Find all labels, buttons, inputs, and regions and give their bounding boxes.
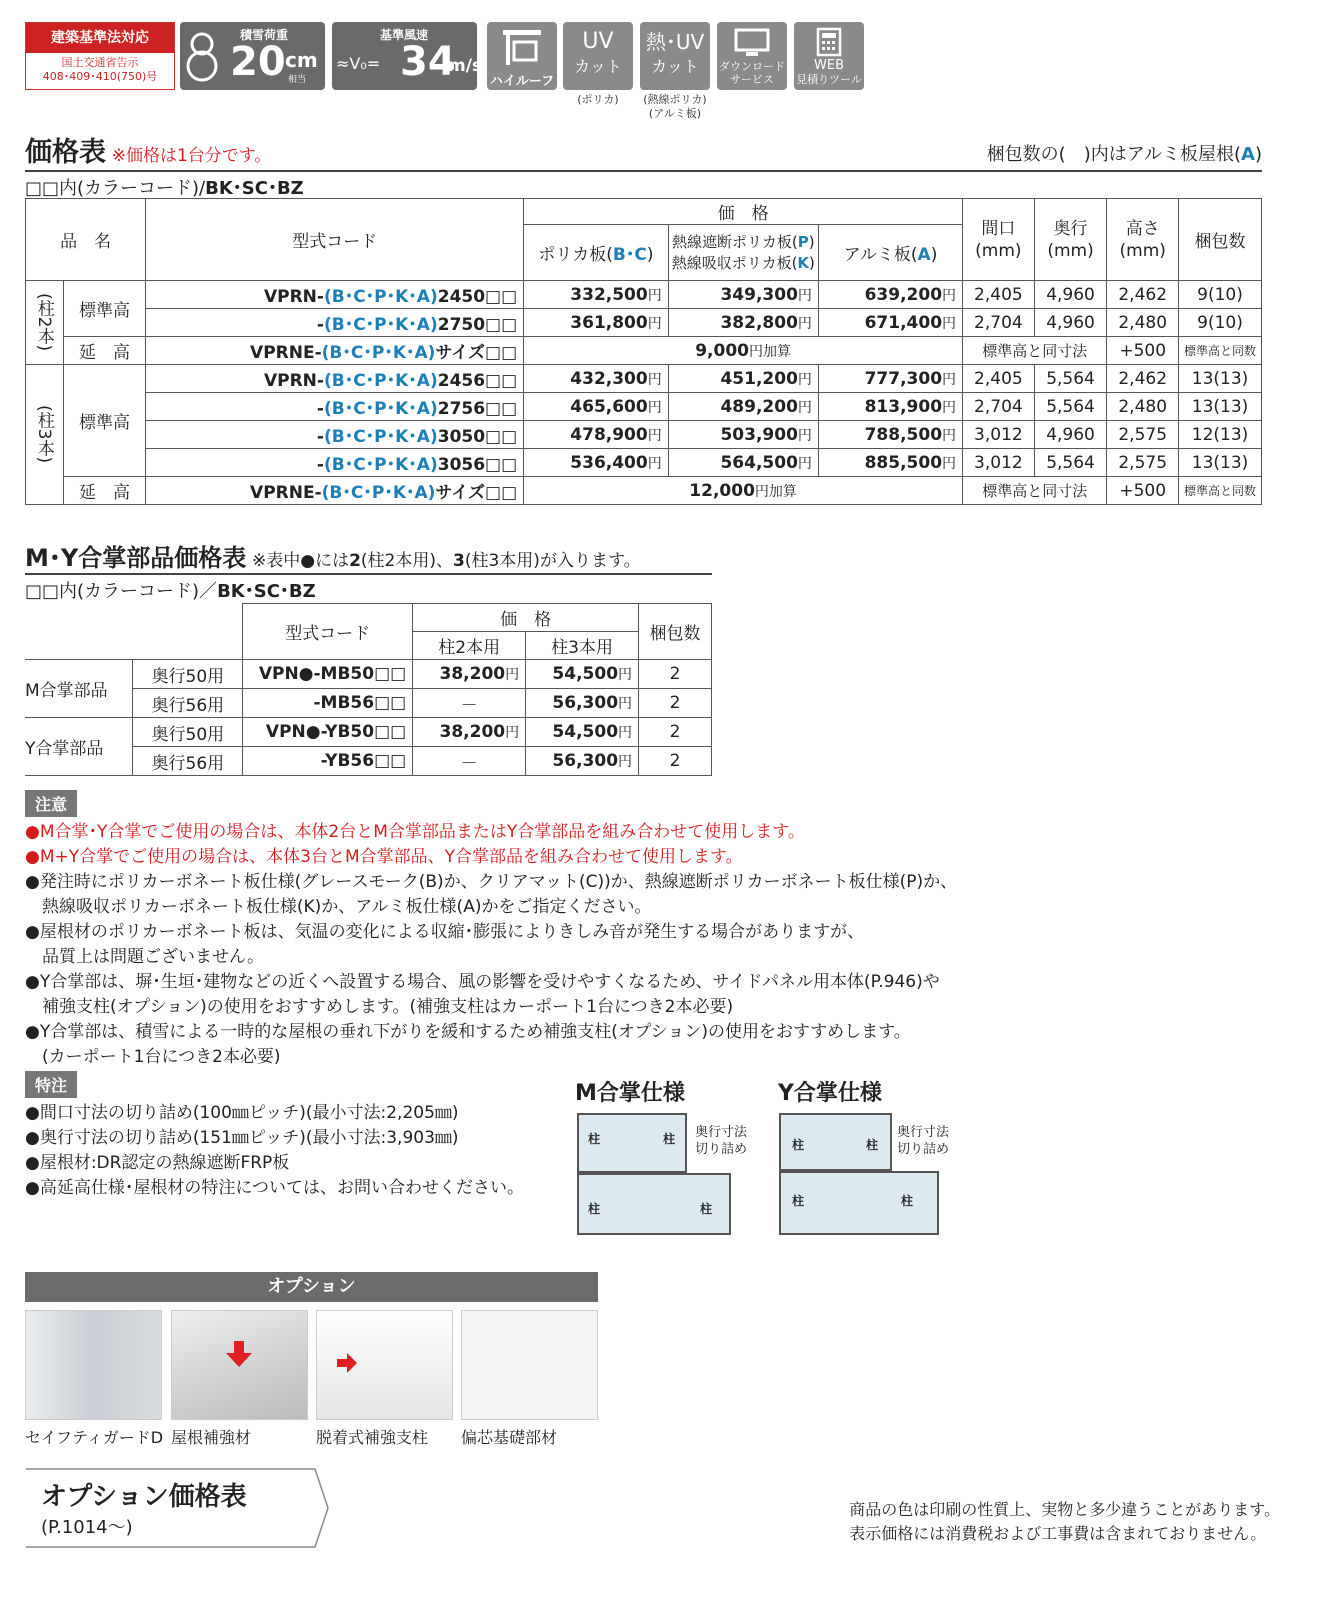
my-color-code: □□内(カラーコード)／BK･SC･BZ [25,581,316,602]
depth-value: 5,564 [1034,393,1107,421]
y-cut-note: 奥行寸法 切り詰め [897,1125,950,1157]
ext-add-price: 12,000円加算 [524,477,963,505]
heat-uv-cut-badge [640,22,710,90]
table-row [26,421,1262,449]
header-alumi: アルミ板(A) [818,225,962,281]
height-value: +500 [1107,477,1179,505]
red-arrow-icon [317,1311,454,1421]
my-note: ※表中●には2(柱2本用)、3(柱3本用)が入ります。 [252,551,641,571]
price-three: 54,500円 [526,660,639,689]
uv-cut-badge [563,22,633,90]
law-badge-title: 建築基準法対応 [26,23,174,53]
header-polica: ポリカ板(B･C) [524,225,669,281]
caution-tag: 注意 [25,790,77,817]
pack-value: 標準高と同数 [1179,477,1262,505]
table-row [26,337,1262,365]
price-heat: 489,200円 [668,393,818,421]
pack-value: 2 [639,747,712,776]
model-code: -(B･C･P･K･A)3050□□ [146,421,524,449]
header-price: 価 格 [524,199,963,225]
option-price-title: オプション価格表 [41,1482,247,1512]
option-price-page: (P.1014～) [41,1517,133,1538]
snow-load-label: 積雪荷重 [240,28,289,42]
special-line: ●奥行寸法の切り詰め(151㎜ピッチ)(最小寸法:3,903㎜) [25,1128,459,1148]
price-polica: 332,500円 [524,281,669,309]
group-two-pillars: (柱2本) [26,281,64,365]
header-width: 間口 (mm) [963,199,1035,281]
header-height: 高さ (mm) [1107,199,1179,281]
law-badge-sub1: 国土交通省告示 [61,56,139,69]
price-alumi: 777,300円 [818,365,962,393]
price-two: － [413,747,526,776]
ext-height-label: 延 高 [63,337,146,365]
pillar-label: 柱 [588,1132,601,1146]
wind-speed-badge [332,22,483,90]
eccentric-foundation-photo [461,1310,598,1420]
std-height-label: 標準高 [63,281,146,337]
table-row [26,281,1262,309]
uv-sub-label: (ポリカ) [577,93,619,106]
pillar-label: 柱 [700,1202,713,1216]
special-line: ●間口寸法の切り詰め(100㎜ピッチ)(最小寸法:2,205㎜) [25,1103,459,1123]
caution-line: 熱線吸収ポリカーボネート板仕様(K)か、アルミ板仕様(A)かをご指定ください。 [25,897,652,917]
wind-speed-label: 基準風速 [380,28,429,42]
price-three: 56,300円 [526,689,639,718]
price-heat: 564,500円 [668,449,818,477]
ext-height-label: 延 高 [63,477,146,505]
caution-line: (カーポート1台につき2本必要) [25,1047,281,1067]
calculator-icon [816,27,842,57]
depth-label: 奥行50用 [133,718,243,747]
red-arrow-icon [172,1311,309,1421]
depth-label: 奥行56用 [133,747,243,776]
footer-note: 表示価格には消費税および工事費は含まれておりません。 [849,1524,1267,1543]
depth-value: 4,960 [1034,309,1107,337]
download-service-label: ダウンロード サービス [719,60,785,86]
model-code: -(B･C･P･K･A)2750□□ [146,309,524,337]
table-row [26,365,1262,393]
footer-note: 商品の色は印刷の性質上、実物と多少違うことがあります。 [849,1500,1280,1519]
price-alumi: 639,200円 [818,281,962,309]
height-value: 2,575 [1107,449,1179,477]
std-height-label: 標準高 [63,365,146,477]
web-label: WEB [814,58,844,73]
option-caption: 屋根補強材 [171,1428,252,1447]
price-table [25,198,1262,505]
depth-value: 5,564 [1034,365,1107,393]
my-header-three: 柱3本用 [526,632,639,660]
my-code: -MB56□□ [243,689,413,718]
price-divider [25,170,1262,172]
header-code: 型式コード [146,199,524,281]
same-dimension: 標準高と同寸法 [963,337,1107,365]
height-value: 2,462 [1107,281,1179,309]
price-three: 54,500円 [526,718,639,747]
pack-value: 2 [639,689,712,718]
my-header-blank [25,604,243,660]
price-two: － [413,689,526,718]
price-polica: 536,400円 [524,449,669,477]
heat-uv-cut-label: カット [651,57,699,76]
price-polica: 361,800円 [524,309,669,337]
snow-load-value: 20 [230,39,286,85]
model-code: VPRNE-(B･C･P･K･A)サイズ□□ [146,477,524,505]
price-alumi: 813,900円 [818,393,962,421]
width-value: 2,405 [963,281,1035,309]
caution-notes [25,820,1025,1070]
uv-label: UV [582,29,614,54]
ext-add-price: 9,000円加算 [524,337,963,365]
width-value: 3,012 [963,449,1035,477]
heat-uv-sub2: (アルミ板) [648,107,702,120]
table-row [25,718,712,747]
table-row [26,477,1262,505]
color-code-value: BK･SC･BZ [205,178,304,199]
web-estimate-badge[interactable] [794,22,864,90]
price-heat: 349,300円 [668,281,818,309]
wind-speed-unit: m/s [448,56,483,76]
depth-label: 奥行50用 [133,660,243,689]
pack-note [987,140,1262,166]
width-value: 3,012 [963,421,1035,449]
caution-line: ●屋根材のポリカーボネート板は、気温の変化による収縮･膨張によりきしみ音が発生する場合がありますが、 [25,922,865,942]
depth-value: 4,960 [1034,281,1107,309]
caution-line: ●M合掌･Y合掌でご使用の場合は、本体2台とM合掌部品またはY合掌部品を組み合わせて使用します。 [25,822,805,842]
my-code: VPN●-MB50□□ [243,660,413,689]
my-heading [25,538,641,573]
option-caption: 偏芯基礎部材 [461,1428,558,1447]
price-two: 38,200円 [413,718,526,747]
height-value: 2,462 [1107,365,1179,393]
caution-line: 品質上は問題ございません。 [25,947,265,967]
depth-value: 4,960 [1034,421,1107,449]
my-header-price: 価 格 [413,604,639,632]
width-value: 2,704 [963,393,1035,421]
width-value: 2,405 [963,365,1035,393]
my-header-pack: 梱包数 [639,604,712,660]
pack-value: 9(10) [1179,281,1262,309]
table-row [25,660,712,689]
pack-value: 2 [639,660,712,689]
height-value: 2,575 [1107,421,1179,449]
special-order-notes [25,1101,555,1201]
y-part-label: Y合掌部品 [25,718,133,776]
snow-load-badge [180,22,325,90]
pillar-label: 柱 [792,1138,805,1152]
web-sub-label: 見積りツール [796,73,862,86]
header-pack: 梱包数 [1179,199,1262,281]
monitor-icon [734,28,770,58]
caution-line: 補強支柱(オプション)の使用をおすすめします。(補強支柱はカーポート1台につき2本必要) [25,997,734,1017]
pack-value: 標準高と同数 [1179,337,1262,365]
depth-value: 5,564 [1034,449,1107,477]
pack-value: 13(13) [1179,449,1262,477]
pack-value: 12(13) [1179,421,1262,449]
price-polica: 465,600円 [524,393,669,421]
law-badge-sub2: 408･409･410(750)号 [42,70,158,83]
price-heading [25,130,271,169]
price-heat: 451,200円 [668,365,818,393]
law-compliance-badge [25,22,175,90]
download-service-badge[interactable] [717,22,787,90]
price-three: 56,300円 [526,747,639,776]
carport-icon [501,28,543,66]
special-order-tag: 特注 [25,1071,77,1098]
special-line: ●高延高仕様･屋根材の特注については、お問い合わせください。 [25,1178,524,1198]
model-code: VPRN-(B･C･P･K･A)2450□□ [146,281,524,309]
pack-value: 13(13) [1179,393,1262,421]
wind-speed-prefix: ≈V₀= [336,54,381,73]
pillar-label: 柱 [663,1132,676,1146]
same-dimension: 標準高と同寸法 [963,477,1107,505]
pack-value: 9(10) [1179,309,1262,337]
header-depth: 奥行 (mm) [1034,199,1107,281]
model-code: VPRNE-(B･C･P･K･A)サイズ□□ [146,337,524,365]
my-header-two: 柱2本用 [413,632,526,660]
my-table [25,603,712,776]
y-spec-title: Y合掌仕様 [778,1081,882,1106]
width-value: 2,704 [963,309,1035,337]
snowman-icon [186,30,218,82]
heat-uv-sub1: (熱線ポリカ) [643,93,707,106]
caution-line: ●発注時にポリカーボネート板仕様(グレースモーク(B)か、クリアマット(C))か、熱線遮断ポリカーボネート板仕様(P)か、 [25,872,958,892]
snow-load-note: 相当 [288,75,307,85]
pack-note-end: ) [1254,144,1262,165]
price-alumi: 671,400円 [818,309,962,337]
my-title: M･Y合掌部品価格表 [25,544,247,572]
m-cut-note: 奥行寸法 切り詰め [695,1125,748,1157]
my-divider [25,573,712,575]
price-two: 38,200円 [413,660,526,689]
my-header-code: 型式コード [243,604,413,660]
pillar-label: 柱 [792,1194,805,1208]
wind-speed-value: 34 [400,39,456,85]
pack-value: 2 [639,718,712,747]
high-roof-label: ハイルーフ [489,74,555,89]
caution-line: ●M+Y合掌でご使用の場合は、本体3台とM合掌部品、Y合掌部品を組み合わせて使用します。 [25,847,743,867]
my-code: -YB56□□ [243,747,413,776]
price-title: 価格表 [25,137,106,168]
pillar-label: 柱 [901,1194,914,1208]
pillar-label: 柱 [588,1202,601,1216]
uv-cut-label: カット [574,57,622,76]
caution-line: ●Y合掌部は、積雪による一時的な屋根の垂れ下がりを緩和するため補強支柱(オプション)の使用をおすすめします。 [25,1022,911,1042]
heat-uv-label: 熱･UV [645,30,705,54]
special-line: ●屋根材:DR認定の熱線遮断FRP板 [25,1153,290,1173]
price-note: ※価格は1台分です。 [111,146,272,166]
roof-reinforcement-photo [171,1310,308,1420]
option-header: オプション [25,1272,598,1302]
high-roof-badge [487,22,557,90]
price-heat: 503,900円 [668,421,818,449]
m-part-label: M合掌部品 [25,660,133,718]
table-row [26,449,1262,477]
pack-note-a: A [1241,144,1255,165]
pack-note-text: 梱包数の( )内はアルミ板屋根( [986,144,1242,165]
table-row [26,309,1262,337]
model-code: -(B･C･P･K･A)2756□□ [146,393,524,421]
price-alumi: 788,500円 [818,421,962,449]
safety-guard-photo [25,1310,162,1420]
price-heat: 382,800円 [668,309,818,337]
height-value: +500 [1107,337,1179,365]
header-heat: 熱線遮断ポリカ板(P) 熱線吸収ポリカ板(K) [668,225,818,281]
footer-notes [849,1498,1280,1546]
header-name: 品 名 [26,199,146,281]
height-value: 2,480 [1107,393,1179,421]
price-alumi: 885,500円 [818,449,962,477]
model-code: VPRN-(B･C･P･K･A)2456□□ [146,365,524,393]
height-value: 2,480 [1107,309,1179,337]
depth-label: 奥行56用 [133,689,243,718]
pillar-label: 柱 [866,1138,879,1152]
model-code: -(B･C･P･K･A)3056□□ [146,449,524,477]
color-code-prefix: □□内(カラーコード)/ [25,178,206,199]
price-polica: 478,900円 [524,421,669,449]
snow-load-unit: cm [285,48,318,72]
price-polica: 432,300円 [524,365,669,393]
price-color-code [25,174,304,200]
option-caption: セイフティガードD [25,1428,164,1447]
detachable-support-photo [316,1310,453,1420]
pack-value: 13(13) [1179,365,1262,393]
option-price-link[interactable] [25,1468,330,1548]
m-spec-title: M合掌仕様 [575,1081,685,1106]
caution-line: ●Y合掌部は、塀･生垣･建物などの近くへ設置する場合、風の影響を受けやすくなるため、サイドパネル用本体(P.946)や [25,972,940,992]
group-three-pillars: (柱3本) [26,365,64,505]
my-code: VPN●-YB50□□ [243,718,413,747]
option-caption: 脱着式補強支柱 [316,1428,429,1447]
table-row [26,393,1262,421]
